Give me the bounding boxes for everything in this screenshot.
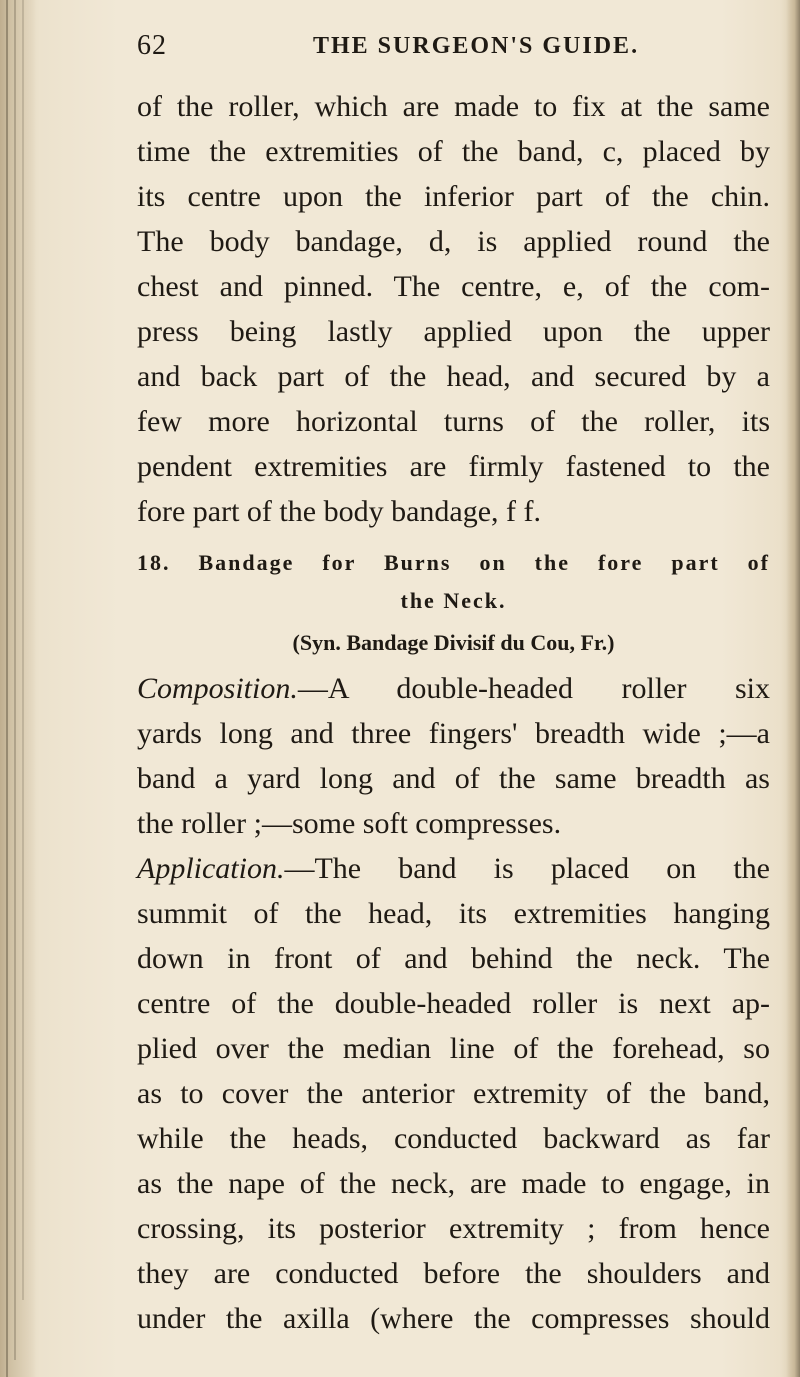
- text-line: band a yard long and of the same breadth as: [137, 762, 770, 795]
- text-line: while the heads, conducted backward as far: [137, 1122, 770, 1155]
- text-line: time the extremities of the band, c, placed by: [137, 135, 770, 168]
- text-line: pendent extremities are firmly fastened to the: [137, 450, 770, 483]
- composition-first-line: —A double-headed roller six: [297, 672, 770, 705]
- gutter-line: [22, 0, 24, 1300]
- text-line: plied over the median line of the forehead, so: [137, 1032, 770, 1065]
- gutter-line: [6, 0, 8, 1377]
- application-paragraph: [137, 846, 770, 1341]
- text-line: of the roller, which are made to fix at the same: [137, 90, 770, 123]
- text-line: [137, 846, 770, 891]
- text-line: centre of the double-headed roller is next ap-: [137, 987, 770, 1020]
- text-line: fore part of the body bandage, f f.: [137, 495, 542, 528]
- text-line: press being lastly applied upon the upper: [137, 315, 770, 348]
- text-line: down in front of and behind the neck. The: [137, 942, 770, 975]
- text-line: and back part of the head, and secured by a: [137, 360, 770, 393]
- text-body: [137, 84, 770, 1341]
- text-line: under the axilla (where the compresses should: [137, 1302, 770, 1335]
- text-line: as the nape of the neck, are made to engage, in: [137, 1167, 770, 1200]
- text-line: chest and pinned. The centre, e, of the com-: [137, 270, 770, 303]
- text-line: as to cover the anterior extremity of the band,: [137, 1077, 770, 1110]
- page-header: [137, 30, 757, 70]
- composition-paragraph: [137, 666, 770, 846]
- text-line: they are conducted before the shoulders and: [137, 1257, 770, 1290]
- synonym-line: (Syn. Bandage Divisif du Cou, Fr.): [292, 630, 615, 655]
- text-line: [137, 666, 770, 711]
- section-heading-line: 18. Bandage for Burns on the fore part of: [137, 550, 770, 575]
- composition-label: Composition.: [137, 672, 298, 705]
- text-line: few more horizontal turns of the roller, its: [137, 405, 770, 438]
- application-label: Application.: [137, 852, 285, 885]
- text-line: the roller ;—some soft compresses.: [137, 807, 562, 840]
- running-head: THE SURGEON'S GUIDE.: [313, 33, 640, 59]
- text-line: crossing, its posterior extremity ; from hence: [137, 1212, 770, 1245]
- gutter-line: [14, 0, 16, 1360]
- page-number: 62: [137, 30, 167, 61]
- text-line: summit of the head, its extremities hanging: [137, 897, 770, 930]
- text-line: its centre upon the inferior part of the chin.: [137, 180, 770, 213]
- text-line: The body bandage, d, is applied round the: [137, 225, 770, 258]
- section-heading-line: the Neck.: [400, 588, 507, 613]
- section-heading: [137, 544, 770, 620]
- paragraph: [137, 84, 770, 534]
- text-line: yards long and three fingers' breadth wide ;—a: [137, 717, 770, 750]
- application-first-line: —The band is placed on the: [284, 852, 770, 885]
- page-edge: [786, 0, 800, 1377]
